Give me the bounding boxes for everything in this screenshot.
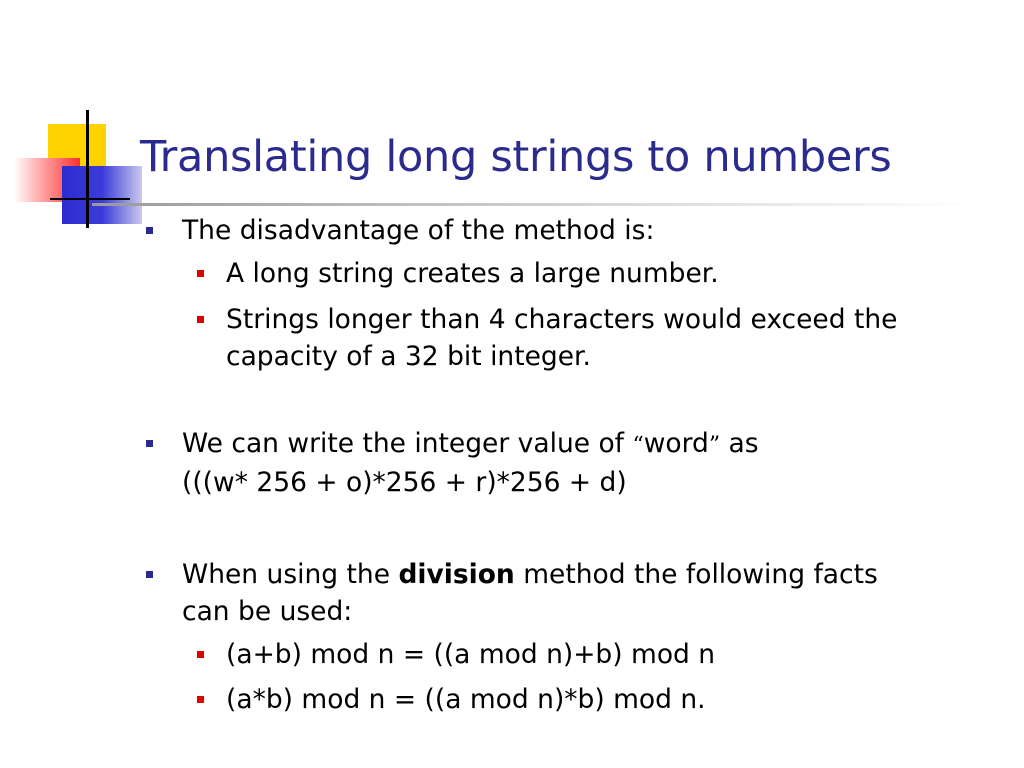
text-after: method the following facts	[514, 559, 878, 590]
open-quote: “	[632, 433, 644, 458]
bullet-disadvantage	[182, 212, 654, 249]
text-before: When using the	[182, 559, 399, 590]
subbullet-multiplication-mod	[226, 681, 706, 718]
quoted-word: word	[643, 428, 709, 459]
subbullet-capacity	[226, 301, 897, 375]
bullet-text-line1	[182, 425, 759, 464]
text-after: as	[720, 428, 759, 459]
subbullet-text: (a+b) mod n = ((a mod n)+b) mod n	[226, 639, 716, 670]
title-underline	[92, 203, 972, 206]
text-before: We can write the integer value of	[182, 428, 633, 459]
subbullet-large-number	[226, 255, 719, 292]
subbullet-addition-mod	[226, 636, 715, 673]
subbullet-marker	[197, 270, 204, 277]
bullet-integer-value	[182, 425, 759, 501]
logo-blue-square	[62, 166, 142, 224]
bullet-marker	[146, 227, 153, 234]
subbullet-text-line1: Strings longer than 4 characters would exceed the	[226, 304, 898, 335]
bullet-text-line1	[182, 556, 878, 593]
bold-division: division	[398, 559, 515, 590]
bullet-text-line2: can be used:	[182, 596, 353, 627]
subbullet-marker	[197, 651, 204, 658]
subbullet-marker	[197, 316, 204, 323]
subbullet-text-line2: capacity of a 32 bit integer.	[226, 341, 591, 372]
slide-title: Translating long strings to numbers	[140, 132, 892, 182]
bullet-marker	[146, 440, 153, 447]
logo-vertical-line	[86, 110, 89, 228]
subbullet-marker	[197, 696, 204, 703]
bullet-division-method	[182, 556, 878, 630]
subbullet-text: (a*b) mod n = ((a mod n)*b) mod n.	[226, 684, 706, 715]
subbullet-text: A long string creates a large number.	[226, 258, 719, 289]
formula-text: (((w* 256 + o)*256 + r)*256 + d)	[182, 467, 627, 498]
close-quote: ”	[708, 433, 721, 458]
bullet-text: The disadvantage of the method is:	[182, 215, 655, 246]
bullet-marker	[146, 571, 153, 578]
logo-horizontal-line	[50, 198, 130, 200]
